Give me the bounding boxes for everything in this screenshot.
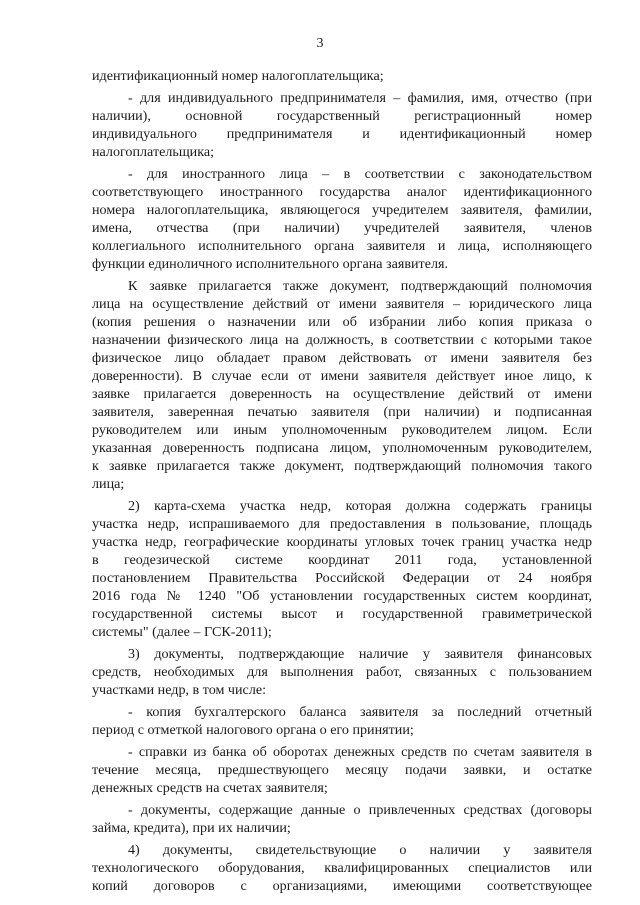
text-line: средств, необходимых для выполнения работ, связанных с пользованием [92,664,592,680]
text-line: (копия решения о назначении или об избрании либо копия приказа о [92,314,592,330]
text-line: идентификационный номер налогоплательщика; [92,68,384,84]
text-line: 4) документы, свидетельствующие о наличии у заявителя [128,842,592,858]
text-line: период с отметкой налогового органа о его принятии; [92,722,414,738]
document-body [92,67,592,895]
text-line: течение месяца, предшествующего месяцу подачи заявки, и остатке [92,762,592,778]
text-line: заявителя, заверенная печатью заявителя (при наличии) и подписанная [92,404,592,420]
text-line: налогоплательщика; [92,144,215,160]
text-line: индивидуального предпринимателя и идентификационный номер [92,126,592,142]
text-line: технологического оборудования, квалифицированных специалистов или [92,860,592,876]
text-line: - копия бухгалтерского баланса заявителя за последний отчетный [128,704,592,720]
text-line: соответствующего иностранного государства аналог идентификационного [92,184,592,200]
text-line: 2016 года № 1240 "Об установлении государственных систем координат, [92,588,592,604]
text-line: лица на осуществление действий от имени заявителя – юридического лица [92,296,592,312]
text-line: назначении физического лица на должность, в соответствии с которыми такое [92,332,592,348]
text-line: копий договоров с организациями, имеющими соответствующее [92,878,592,894]
text-line: - для иностранного лица – в соответствии с законодательством [128,166,592,182]
text-line: постановлением Правительства Российской Федерации от 24 ноября [92,570,592,586]
text-line: в геодезической системе координат 2011 года, установленной [92,552,592,568]
text-line: участками недр, в том числе: [92,682,267,698]
text-line: к заявке прилагается также документ, подтверждающий полномочия такого [92,458,592,474]
text-line: руководителем или иным уполномоченным руководителем лицом. Если [92,422,592,438]
text-line: имена, отчества (при наличии) учредителей заявителя, членов [92,220,592,236]
text-line: функции единоличного исполнительного органа заявителя. [92,256,448,272]
page-number: 3 [316,36,324,51]
text-line: государственной системы высот и государственной гравиметрической [92,606,592,622]
text-line: - для индивидуального предпринимателя – фамилия, имя, отчество (при [128,90,592,106]
text-line: заявке прилагается доверенность на осуществление действий от имени [92,386,592,402]
text-line: денежных средств на счетах заявителя; [92,780,328,796]
text-line: К заявке прилагается также документ, подтверждающий полномочия [128,278,592,294]
text-line: 2) карта-схема участка недр, которая должна содержать границы [128,498,592,514]
text-line: - документы, содержащие данные о привлеченных средствах (договоры [128,802,592,818]
text-line: 3) документы, подтверждающие наличие у заявителя финансовых [128,646,592,662]
text-line: номера налогоплательщика, являющегося учредителем заявителя, фамилии, [92,202,592,218]
text-line: физическое лицо обладает правом действовать от имени заявителя без [92,350,592,366]
text-line: участка недр, испрашиваемого для предоставления в пользование, площадь [92,516,592,532]
text-line: указанная доверенность подписана лицом, уполномоченным руководителем, [92,440,592,456]
text-line: доверенности). В случае если от имени заявителя действует иное лицо, к [92,368,592,384]
text-line: системы" (далее – ГСК-2011); [92,624,272,640]
text-line: - справки из банка об оборотах денежных средств по счетам заявителя в [128,744,592,760]
text-line: коллегиального исполнительного органа заявителя и лица, исполняющего [92,238,592,254]
text-line: лица; [92,476,125,492]
text-line: участка недр, географические координаты угловых точек границ участка недр [92,534,592,550]
text-line: наличии), основной государственный регистрационный номер [92,108,592,124]
text-line: займа, кредита), при их наличии; [92,820,291,836]
